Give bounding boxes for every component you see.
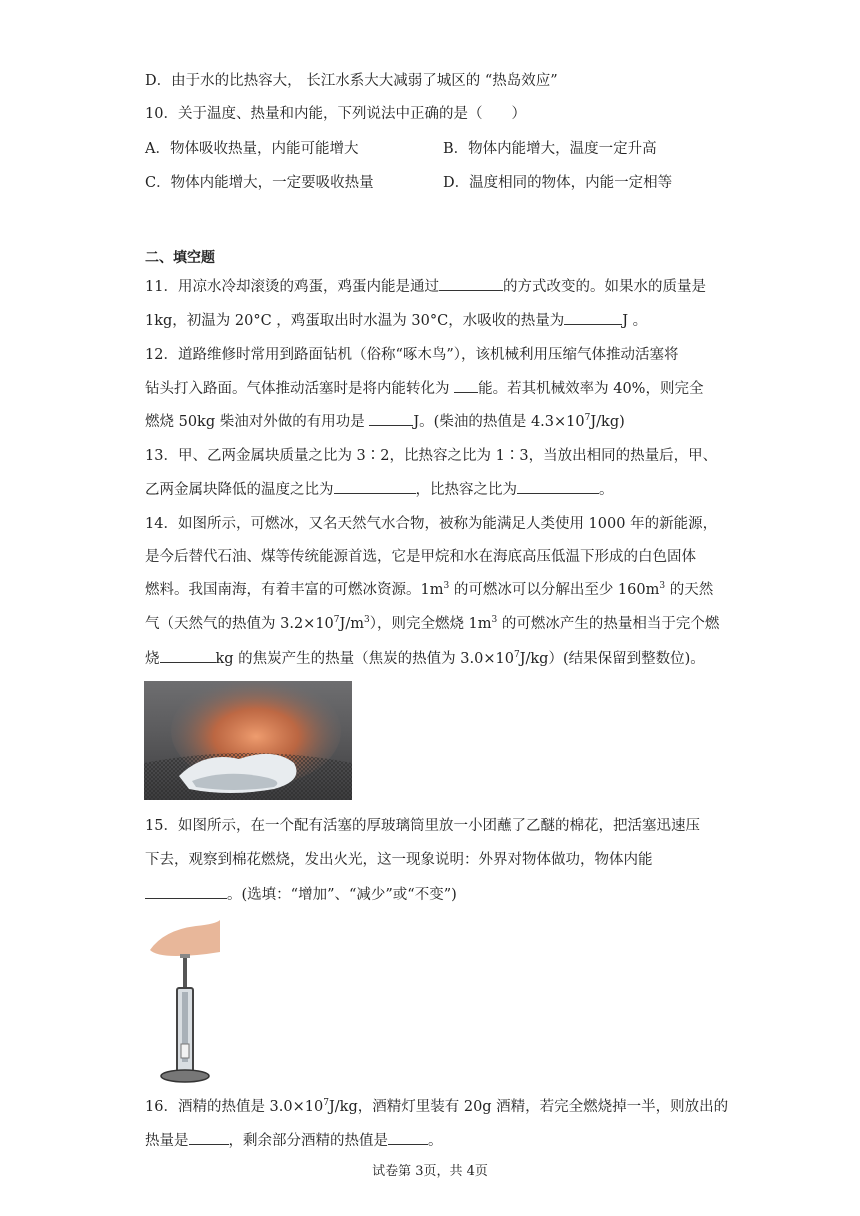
base-icon — [161, 1070, 209, 1082]
q10-option-a: A．物体吸收热量，内能可能增大 — [145, 141, 359, 157]
q12-line-2: 钻头打入路面。气体推动活塞时是将内能转化为 能。若其机械效率为 40%，则完全 — [145, 378, 703, 399]
q14-line-2: 是今后替代石油、煤等传统能源首选，它是甲烷和水在海底高压低温下形成的白色固体 — [145, 549, 696, 565]
q11-blank-1 — [439, 276, 503, 291]
fire-syringe-illustration — [146, 916, 236, 1086]
q12-line-3: 燃烧 50kg 柴油对外做的有用功是 J。(柴油的热值是 $4.3\times 10^7J/kg$) — [145, 411, 625, 432]
q14-line-3: 燃料。我国南海，有着丰富的可燃冰资源。$1m^3$ 的可燃冰可以分解出至少 $160m^3$ 的天然 — [145, 581, 714, 598]
q13-line-2: 乙两金属块降低的温度之比为 ，比热容之比为 。 — [145, 479, 614, 500]
q10-option-b: B．物体内能增大，温度一定升高 — [443, 141, 657, 157]
flame-illustration — [144, 681, 352, 800]
q11-line-1: 11．用凉水冷却滚烫的鸡蛋，鸡蛋内能是通过 的方式改变的。如果水的质量是 — [145, 276, 706, 297]
q14-line-5: 烧 kg 的焦炭产生的热量（焦炭的热值为 $3.0\times 10^7J/kg$）(结果保留到整数位)。 — [145, 648, 705, 669]
q16-line-2: 热量是 ，剩余部分酒精的热值是 。 — [145, 1130, 443, 1151]
q13-line-1: 13．甲、乙两金属块质量之比为 3∶2，比热容之比为 1∶3，当放出相同的热量后，甲、 — [145, 448, 718, 464]
q13-blank-1 — [334, 479, 416, 494]
hand-icon — [150, 920, 220, 956]
q10-option-c: C．物体内能增大，一定要吸收热量 — [145, 175, 374, 191]
q16-line-1: 16．酒精的热值是 $3.0\times 10^7J/kg$，酒精灯里装有 20g 酒精，若完全燃烧掉一半，则放出的 — [145, 1098, 729, 1115]
q12-blank-1 — [454, 378, 478, 393]
q16-blank-1 — [189, 1130, 229, 1145]
q16-blank-2 — [388, 1130, 428, 1145]
q14-blank — [160, 648, 216, 663]
q12-blank-2 — [369, 411, 413, 426]
q11-line-2: 1kg，初温为 20°C ，鸡蛋取出时水温为 30°C，水吸收的热量为 J 。 — [145, 310, 647, 331]
q14-line-4: 气（天然气的热值为 $3.2\times 10^7J/m^3$），则完全燃烧 $1m^3$ 的可燃冰产生的热量相当于完个燃 — [145, 615, 720, 632]
section-title: 二、填空题 — [145, 250, 215, 266]
page-footer: 试卷第 3页，共 4页 — [372, 1164, 488, 1179]
q15-line-2: 下去，观察到棉花燃烧，发出火光，这一现象说明：外界对物体做功，物体内能 — [145, 852, 653, 868]
q12-line-1: 12．道路维修时常用到路面钻机（俗称“啄木鸟”），该机械利用压缩气体推动活塞将 — [145, 347, 679, 363]
q9-option-d: D．由于水的比热容大， 长江水系大大减弱了城区的 “热岛效应” — [145, 73, 558, 89]
q13-blank-2 — [517, 479, 599, 494]
q11-blank-2 — [564, 310, 622, 325]
combustible-ice-photo — [144, 681, 352, 800]
q15-line-3: 。(选填：“增加”、“减少”或“不变”) — [145, 884, 457, 905]
q14-line-1: 14．如图所示，可燃冰，又名天然气水合物，被称为能满足人类使用 1000 年的新能源， — [145, 516, 718, 532]
q10-option-d: D．温度相同的物体，内能一定相等 — [443, 175, 673, 191]
q15-blank — [145, 884, 227, 899]
q10-stem: 10．关于温度、热量和内能，下列说法中正确的是（ ） — [145, 106, 526, 122]
q15-line-1: 15．如图所示，在一个配有活塞的厚玻璃筒里放一小团蘸了乙醚的棉花，把活塞迅速压 — [145, 818, 700, 834]
